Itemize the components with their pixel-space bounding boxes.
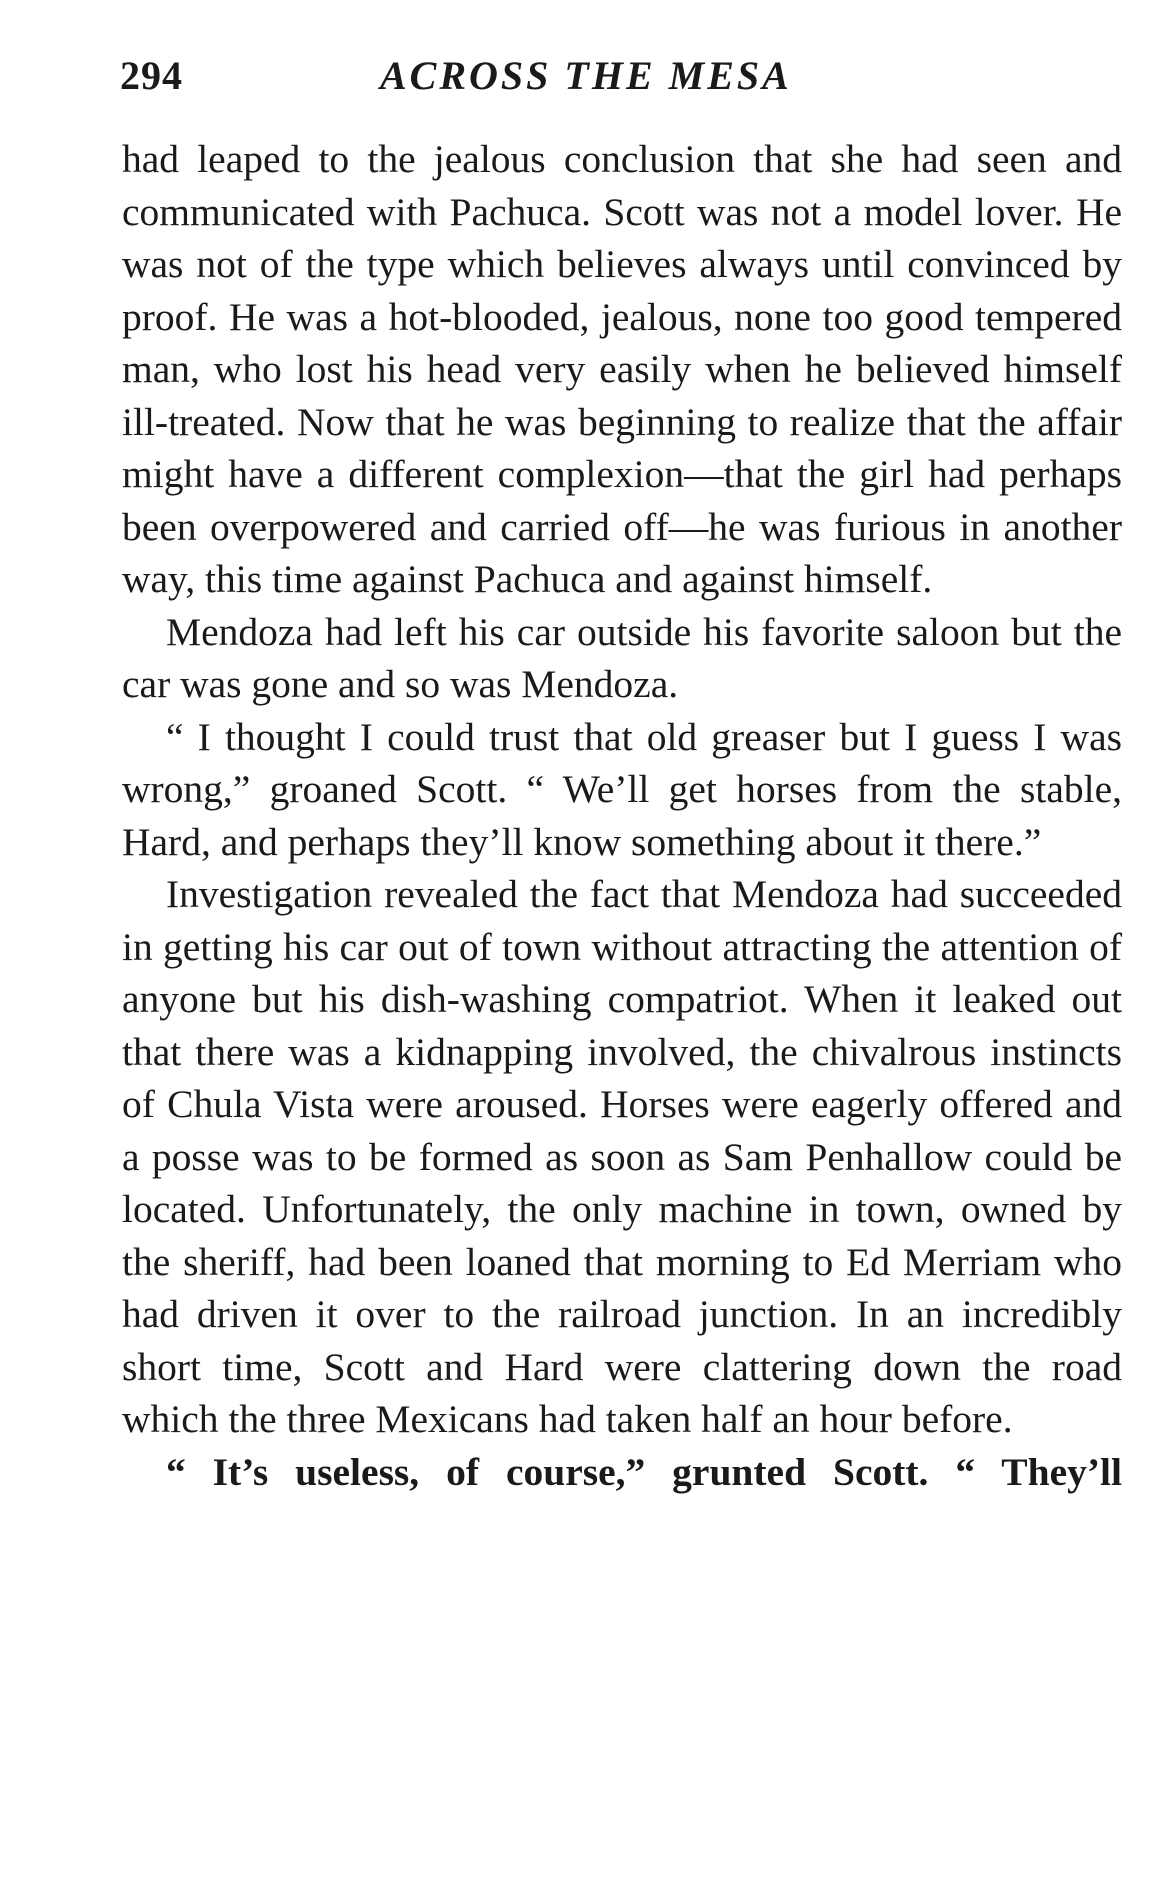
running-title: ACROSS THE MESA [380,53,792,98]
paragraph-continuation: had leaped to the jealous conclusion that she had seen and communicated with Pachuca. Scott was not a model lover. He was not of the type which believes always until convinced by proof. He was a hot-blooded, jealous, none too good tempered man, who lost his head very easily when he believed himself ill-treated. Now that he was beginning to realize that the affair might have a different complexion—that the girl had perhaps been overpowered and carried off—he was furious in another way, this time against Pachuca and against himself. [122,137,1122,601]
paragraph-useless: “ It’s useless, of course,” grunted Scott. “ They’ll [166,1449,1122,1494]
paragraph-scott-dialogue: “ I thought I could trust that old greaser but I guess I was wrong,” groaned Scott. “ We’ll get horses from the stable, Hard, and perhaps they’ll know something about it there.” [122,714,1122,864]
page-header [120,52,1120,112]
paragraph-investigation: Investigation revealed the fact that Mendoza had succeeded in getting his car out of town without attracting the attention of anyone but his dish-washing compatriot. When it leaked out that there was a kidnapping involved, the chivalrous instincts of Chula Vista were aroused. Horses were eagerly offered and a posse was to be formed as soon as Sam Penhallow could be located. Unfortunately, the only machine in town, owned by the sheriff, had been loaned that morning to Ed Merriam who had driven it over to the railroad junction. In an incredibly short time, Scott and Hard were clattering down the road which the three Mexicans had taken half an hour before. [122,872,1122,1441]
body-text [122,133,1122,1498]
page-number: 294 [120,53,183,98]
paragraph-mendoza-car: Mendoza had left his car outside his favorite saloon but the car was gone and so was Mendoza. [122,609,1122,706]
